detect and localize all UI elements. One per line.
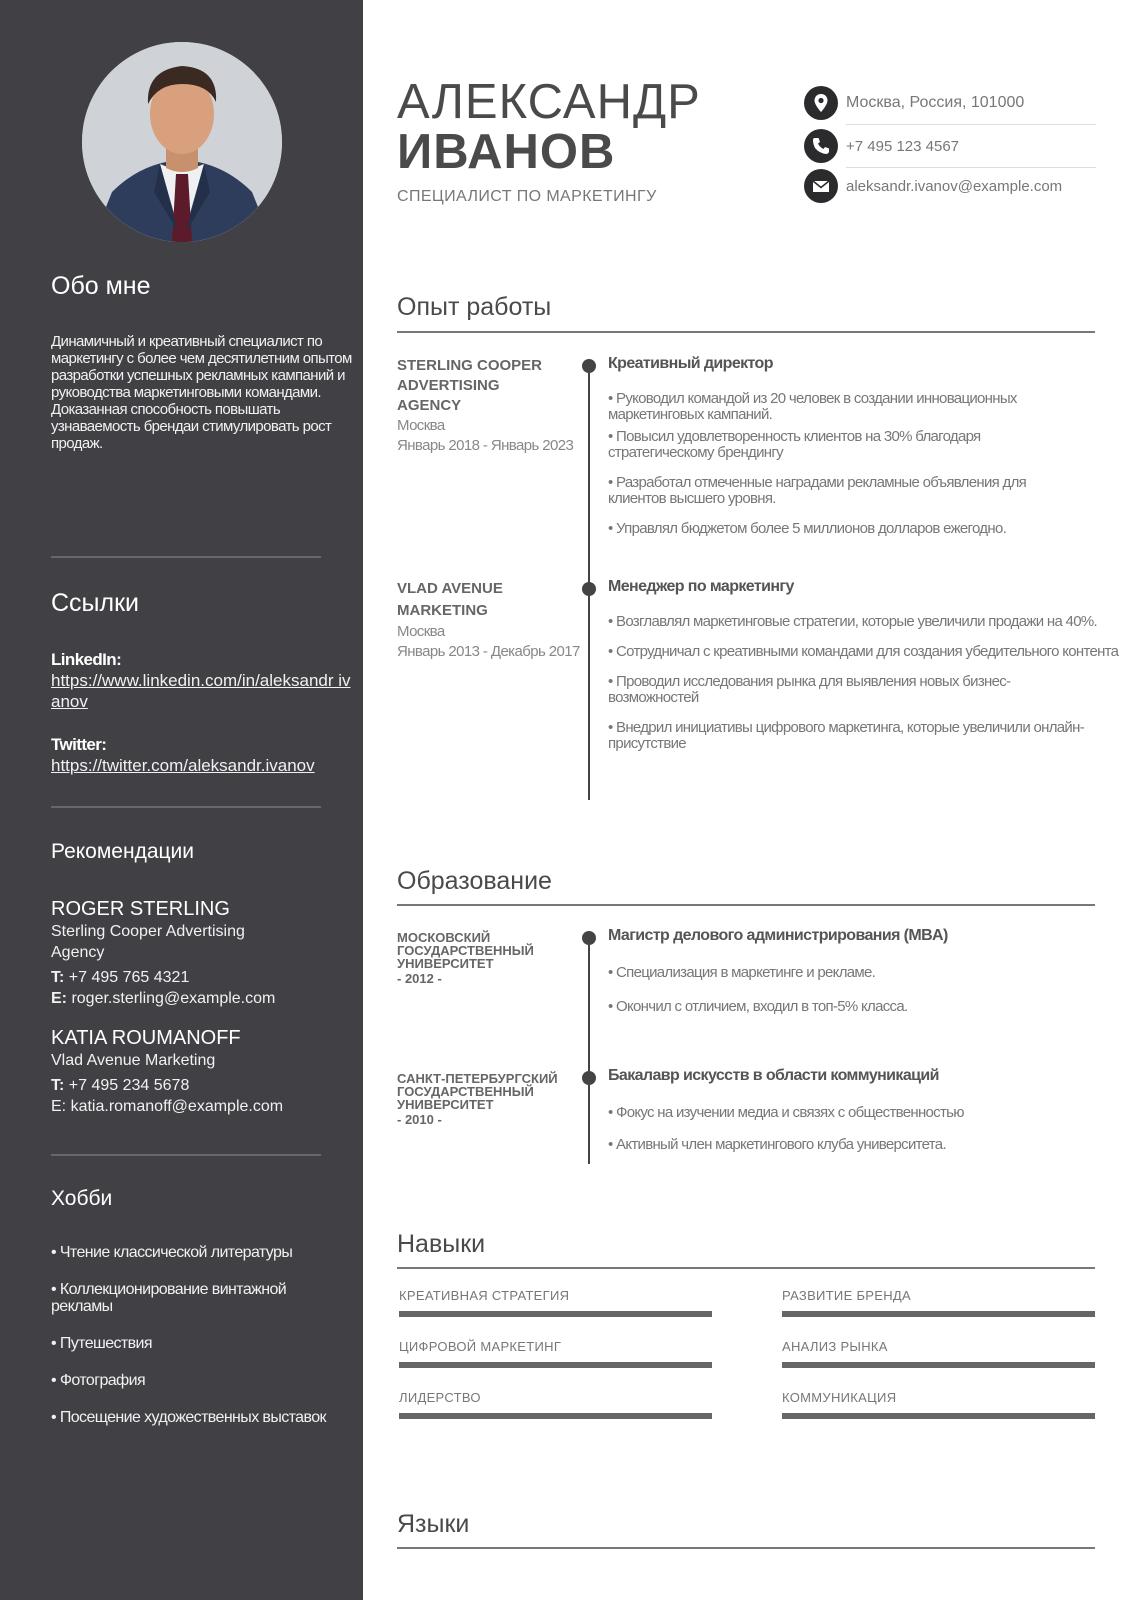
sidebar-divider: [51, 1154, 321, 1156]
education-bullet: • Специализация в маркетинге и рекламе.: [608, 964, 876, 981]
name-first: АЛЕКСАНДР: [397, 75, 701, 129]
education-entry-right: [608, 1067, 1128, 1153]
reference-item: [51, 1026, 351, 1117]
reference-item: [51, 897, 351, 1009]
about-heading: Обо мне: [51, 272, 151, 300]
address-text: Москва, Россия, 101000: [846, 94, 1025, 111]
education-bullet: • Активный член маркетингового клуба университета.: [608, 1136, 946, 1153]
education-entry-right: [608, 927, 1128, 1015]
skill-label: ЦИФРОВОЙ МАРКЕТИНГ: [399, 1339, 562, 1354]
company-city: Москва: [397, 623, 445, 640]
skill-label: ЛИДЕРСТВО: [399, 1390, 481, 1405]
job-bullet: • Возглавлял маркетинговые стратегии, которые увеличили продажи на 40%.: [608, 613, 1097, 630]
company-city: Москва: [397, 417, 445, 434]
phone-text: +7 495 123 4567: [846, 138, 960, 155]
skills-heading: Навыки: [397, 1230, 486, 1258]
sidebar-divider: [51, 806, 321, 808]
skill-label: КОММУНИКАЦИЯ: [782, 1390, 897, 1405]
reference-phone-label: T:: [51, 1077, 65, 1094]
experience-entry-left: [397, 356, 592, 456]
employment-period: Январь 2013 - Декабрь 2017: [397, 643, 580, 660]
languages-heading: Языки: [397, 1510, 470, 1538]
reference-name: ROGER STERLING: [51, 898, 230, 920]
job-title: СПЕЦИАЛИСТ ПО МАРКЕТИНГУ: [397, 188, 657, 205]
degree-title: Магистр делового администрирования (MBA): [608, 927, 948, 944]
reference-email-label: E:: [51, 1098, 67, 1115]
contact-address: [804, 86, 1094, 122]
education-bullet: • Окончил с отличием, входил в топ-5% класса.: [608, 998, 908, 1015]
references-heading: Рекомендации: [51, 840, 195, 863]
graduation-year: - 2010 -: [397, 1112, 442, 1127]
reference-email-label: E:: [51, 990, 67, 1007]
section-divider: [397, 904, 1095, 906]
sidebar: [0, 0, 363, 1600]
education-heading: Образование: [397, 867, 552, 895]
skill-item: [399, 1339, 712, 1368]
experience-entry-right: [608, 578, 1128, 752]
education-bullet: • Фокус на изучении медиа и связях с общественностью: [608, 1104, 964, 1121]
job-bullet: • Разработал отмеченные наградами рекламные объявления для клиентов высшего уровня.: [608, 474, 1027, 507]
profile-photo: [82, 42, 282, 242]
sidebar-divider: [51, 556, 321, 558]
twitter-link[interactable]: https://twitter.com/aleksandr.ivanov: [51, 756, 315, 775]
contact-phone: [804, 129, 1094, 165]
skill-item: [782, 1390, 1095, 1419]
education-timeline: [588, 932, 590, 1164]
skill-bar: [399, 1362, 712, 1368]
hobby-item: • Коллекционирование винтажной рекламы: [51, 1281, 287, 1315]
job-role: Менеджер по маркетингу: [608, 578, 794, 595]
twitter-block: [51, 735, 351, 776]
skill-item: [782, 1288, 1095, 1317]
reference-phone: +7 495 765 4321: [68, 969, 190, 986]
skill-bar: [782, 1413, 1095, 1419]
reference-company: Vlad Avenue Marketing: [51, 1052, 216, 1069]
reference-company: Sterling Cooper Advertising Agency: [51, 923, 245, 961]
education-entry-left: [397, 1072, 577, 1126]
envelope-icon: [804, 169, 838, 203]
skill-bar: [399, 1311, 712, 1317]
section-divider: [397, 1547, 1095, 1549]
location-pin-icon: [804, 86, 838, 120]
phone-icon: [804, 129, 838, 163]
reference-name: KATIA ROUMANOFF: [51, 1027, 241, 1049]
skill-item: [399, 1288, 712, 1317]
experience-heading: Опыт работы: [397, 293, 552, 321]
about-text: Динамичный и креативный специалист по маркетингу с более чем десятилетним опытом разработки успешных рекламных кампаний и руководства маркетинговыми командами. Доказанная способность повышать узнаваемость брендаи стимулировать рост продаж.: [51, 333, 352, 452]
timeline-dot: [582, 359, 596, 373]
email-text[interactable]: aleksandr.ivanov@example.com: [846, 178, 1063, 195]
reference-email[interactable]: katia.romanoff@example.com: [70, 1098, 284, 1115]
hobby-item: • Фотография: [51, 1372, 146, 1389]
profile-photo-illustration: [82, 42, 282, 242]
employment-period: Январь 2018 - Январь 2023: [397, 437, 574, 454]
contact-divider: [846, 124, 1096, 125]
education-entry-left: [397, 931, 577, 985]
twitter-label: Twitter:: [51, 735, 107, 754]
graduation-year: - 2012 -: [397, 971, 442, 986]
job-bullet: • Внедрил инициативы цифрового маркетинга, которые увеличили онлайн-присутствие: [608, 719, 1084, 752]
school-name: МОСКОВСКИЙ ГОСУДАРСТВЕННЫЙ УНИВЕРСИТЕТ: [397, 930, 534, 971]
experience-entry-left: [397, 578, 592, 662]
job-bullet: • Управлял бюджетом более 5 миллионов долларов ежегодно.: [608, 520, 1007, 537]
timeline-dot: [582, 931, 596, 945]
section-divider: [397, 1267, 1095, 1269]
hobby-item: • Посещение художественных выставок: [51, 1409, 326, 1426]
skill-label: КРЕАТИВНАЯ СТРАТЕГИЯ: [399, 1288, 570, 1303]
skill-bar: [782, 1311, 1095, 1317]
reference-email[interactable]: roger.sterling@example.com: [71, 990, 276, 1007]
job-role: Креативный директор: [608, 355, 773, 372]
hobby-item: • Чтение классической литературы: [51, 1244, 293, 1261]
contact-divider: [846, 167, 1096, 168]
links-heading: Ссылки: [51, 589, 140, 617]
company-name: VLAD AVENUE MARKETING: [397, 580, 503, 619]
section-divider: [397, 331, 1095, 333]
school-name: САНКТ-ПЕТЕРБУРГСКИЙ ГОСУДАРСТВЕННЫЙ УНИВЕРСИТЕТ: [397, 1071, 558, 1112]
skill-label: АНАЛИЗ РЫНКА: [782, 1339, 888, 1354]
job-bullet: • Руководил командой из 20 человек в создании инновационных маркетинговых кампаний.: [608, 390, 1017, 423]
skill-item: [399, 1390, 712, 1419]
job-bullet: • Сотрудничал с креативными командами для создания убедительного контента: [608, 643, 1119, 660]
name-last: ИВАНОВ: [397, 125, 616, 179]
timeline-dot: [582, 582, 596, 596]
skill-bar: [782, 1362, 1095, 1368]
skill-item: [782, 1339, 1095, 1368]
hobby-item: • Путешествия: [51, 1335, 152, 1352]
experience-entry-right: [608, 355, 1128, 537]
job-bullet: • Проводил исследования рынка для выявления новых бизнес-возможностей: [608, 673, 1011, 706]
skill-bar: [399, 1413, 712, 1419]
hobbies-list: [51, 1244, 361, 1446]
contact-email: [804, 169, 1094, 205]
company-name: STERLING COOPER ADVERTISING AGENCY: [397, 357, 543, 414]
linkedin-block: [51, 650, 351, 712]
linkedin-label: LinkedIn:: [51, 650, 122, 669]
hobbies-heading: Хобби: [51, 1187, 113, 1210]
skill-label: РАЗВИТИЕ БРЕНДА: [782, 1288, 911, 1303]
job-bullet: • Повысил удовлетворенность клиентов на 30% благодаря стратегическому брендингу: [608, 428, 981, 461]
reference-phone-label: T:: [51, 969, 65, 986]
degree-title: Бакалавр искусств в области коммуникаций: [608, 1067, 939, 1084]
reference-phone: +7 495 234 5678: [68, 1077, 190, 1094]
linkedin-link[interactable]: https://www.linkedin.com/in/aleksandr ivanov: [51, 671, 351, 711]
timeline-dot: [582, 1071, 596, 1085]
